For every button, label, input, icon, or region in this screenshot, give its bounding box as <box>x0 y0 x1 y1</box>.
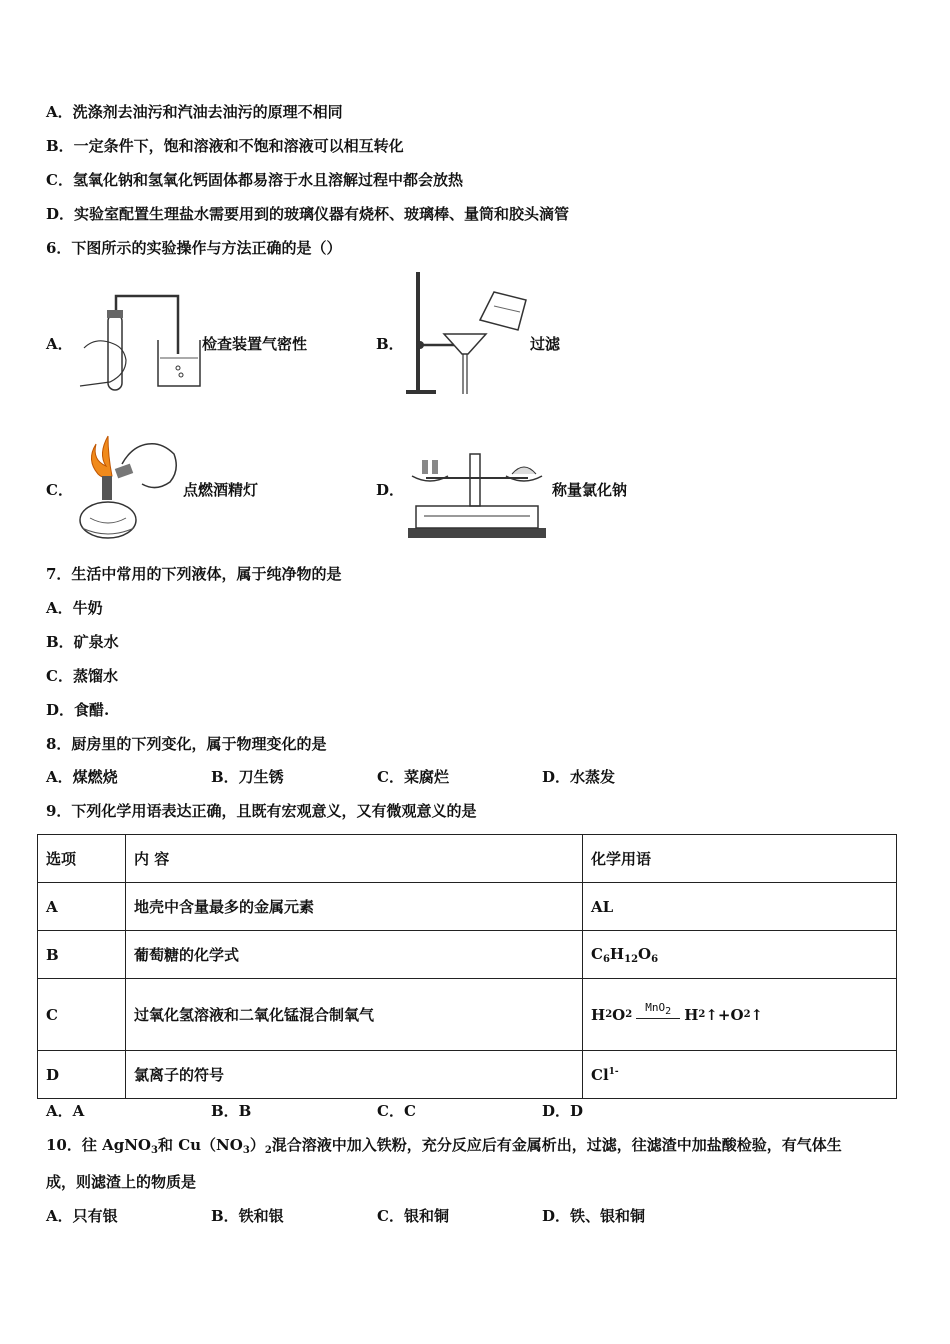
q9-option-b: B．B <box>211 1102 252 1120</box>
q6-c-caption: 点燃酒精灯 <box>183 481 259 499</box>
q8-option-a: A．煤燃烧 <box>46 768 118 786</box>
q6-b-caption: 过滤 <box>530 335 561 353</box>
q7-option-c: C．蒸馏水 <box>46 667 118 685</box>
q7-option-a: A．牛奶 <box>46 599 103 617</box>
row-c-term: H 2 O 2 MnO$_2$ H 2 ↑+O 2 ↑ <box>583 979 897 1051</box>
q6-d-caption: 称量氯化钠 <box>552 481 628 499</box>
q6-a-letter: A． <box>46 335 73 353</box>
q6-b-letter: B． <box>376 335 404 353</box>
q10-stem-line2: 成，则滤渣上的物质是 <box>46 1173 197 1191</box>
q9-options <box>46 1101 906 1121</box>
row-b-term: $C_6H_{12}O_6$ <box>583 931 897 979</box>
q10-option-d: D．铁、银和铜 <box>542 1207 646 1225</box>
q7-stem: 7．生活中常用的下列液体，属于纯净物的是 <box>46 565 342 583</box>
row-c-content: 过氧化氢溶液和二氧化锰混合制氧气 <box>126 979 583 1051</box>
q8-option-d: D．水蒸发 <box>542 768 616 786</box>
row-b-option: B <box>38 931 126 979</box>
row-d-term: $Cl^{1-}$ <box>583 1051 897 1099</box>
q8-stem: 8．厨房里的下列变化，属于物理变化的是 <box>46 735 327 753</box>
q9-stem: 9．下列化学用语表达正确，且既有宏观意义，又有微观意义的是 <box>46 802 477 820</box>
table-row <box>38 979 897 1051</box>
q10-stem-line1: 10．往 AgNO$_3$和 $Cu(NO_3)_2$混合溶液中加入铁粉，充分反应后有金属析出，过滤，往滤渣中加盐酸检验，有气体生 <box>46 1136 842 1156</box>
q8-option-c: C．菜腐烂 <box>377 768 449 786</box>
q9-option-d: D．D <box>542 1102 584 1120</box>
row-d-option: D <box>38 1051 126 1099</box>
q9-table <box>37 834 897 1099</box>
balance-scale-icon <box>404 446 550 542</box>
q6-stem: 6．下图所示的实验操作与方法正确的是（） <box>46 239 342 257</box>
q5-option-c: C．氢氧化钠和氢氧化钙固体都易溶于水且溶解过程中都会放热 <box>46 171 463 189</box>
table-row <box>38 931 897 979</box>
row-b-content: 葡萄糖的化学式 <box>126 931 583 979</box>
q9-option-a: A．A <box>46 1102 85 1120</box>
q10-option-a: A．只有银 <box>46 1207 118 1225</box>
header-option: 选项 <box>38 835 126 883</box>
table-row <box>38 1051 897 1099</box>
row-d-content: 氯离子的符号 <box>126 1051 583 1099</box>
row-c-option: C <box>38 979 126 1051</box>
airtightness-check-icon <box>72 288 202 394</box>
q10-option-c: C．银和铜 <box>377 1207 449 1225</box>
q5-option-d: D．实验室配置生理盐水需要用到的玻璃仪器有烧杯、玻璃棒、量筒和胶头滴管 <box>46 205 570 223</box>
filtration-icon <box>400 270 530 396</box>
q5-option-a: A．洗涤剂去油污和汽油去油污的原理不相同 <box>46 103 343 121</box>
q7-option-d: D．食醋. <box>46 701 110 719</box>
q10-option-b: B．铁和银 <box>211 1207 284 1225</box>
header-term: 化学用语 <box>583 835 897 883</box>
table-row <box>38 883 897 931</box>
header-content: 内 容 <box>126 835 583 883</box>
q7-option-b: B．矿泉水 <box>46 633 119 651</box>
q5-option-b: B．一定条件下，饱和溶液和不饱和溶液可以相互转化 <box>46 137 404 155</box>
q8-option-b: B．刀生锈 <box>211 768 284 786</box>
table-header-row <box>38 835 897 883</box>
row-a-option: A <box>38 883 126 931</box>
row-a-term: AL <box>583 883 897 931</box>
q6-a-caption: 检查装置气密性 <box>202 335 308 353</box>
q9-option-c: C．C <box>377 1102 416 1120</box>
q8-options <box>46 767 906 787</box>
alcohol-lamp-icon <box>76 432 182 542</box>
q6-d-letter: D． <box>376 481 405 499</box>
q6-c-letter: C． <box>46 481 73 499</box>
q10-options <box>46 1206 906 1226</box>
row-a-content: 地壳中含量最多的金属元素 <box>126 883 583 931</box>
